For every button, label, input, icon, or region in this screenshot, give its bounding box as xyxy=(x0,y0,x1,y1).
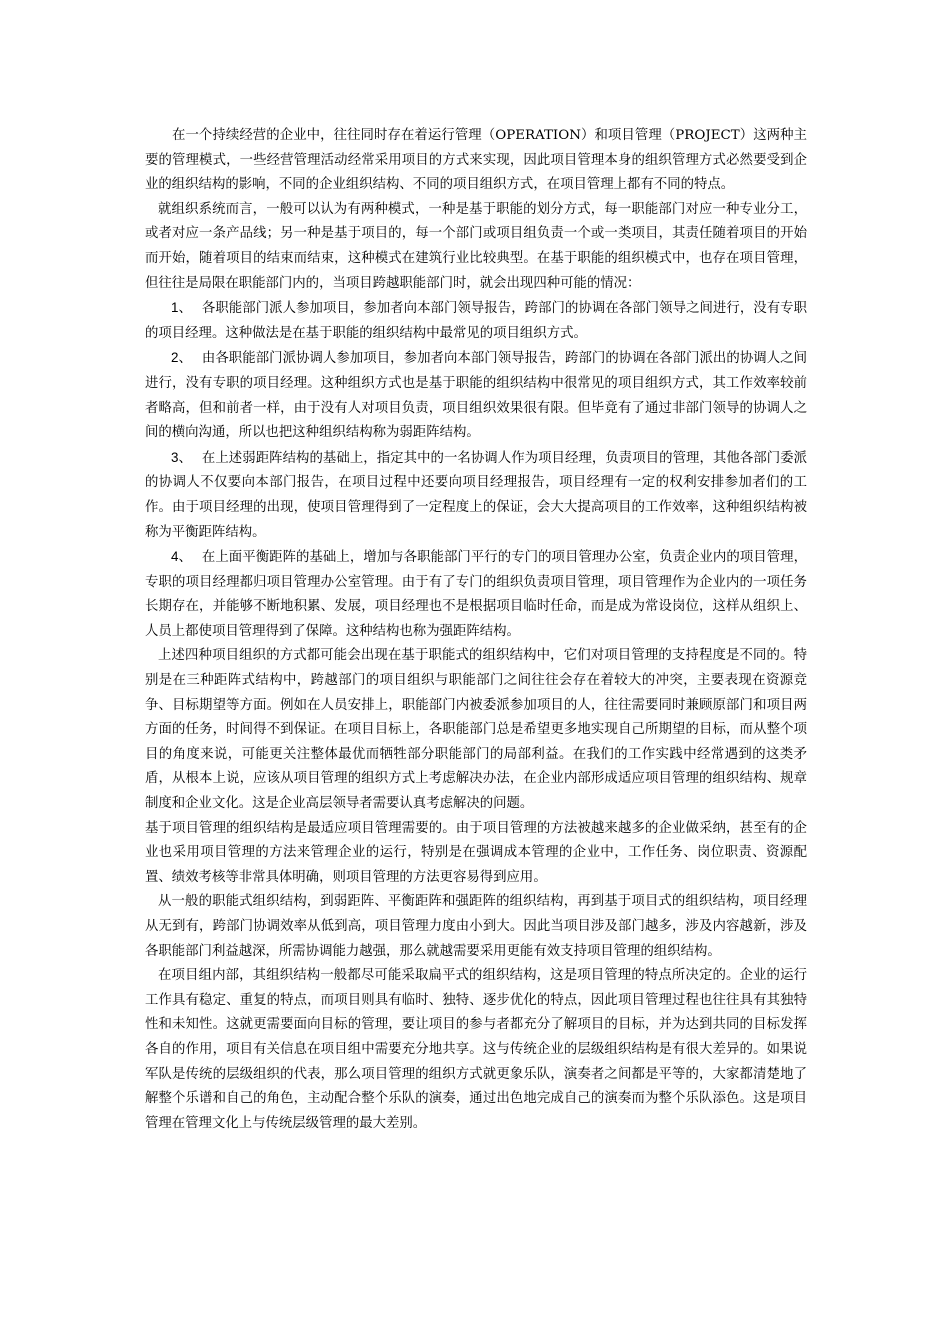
list-item-text: 各职能部门派人参加项目，参加者向本部门领导报告，跨部门的协调在各部门领导之间进行，没有专职的项目经理。这种做法是在基于职能的组织结构中最常见的项目组织方式。 xyxy=(145,301,807,341)
paragraph-conflicts: 上述四种项目组织的方式都可能会出现在基于职能式的组织结构中，它们对项目管理的支持程度是不同的。特别是在三种距阵式结构中，跨越部门的项目组织与职能部门之间往往会存在着较大的冲突，主要表现在资源竞争、目标期望等方面。例如在人员安排上，职能部门内被委派参加项目的人，往往需要同时兼顾原部门和项目两方面的任务，时间得不到保证。在项目目标上，各职能部门总是希望更多地实现自己所期望的目标，而从整个项目的角度来说，可能更关注整体最优而牺牲部分职能部门的局部利益。在我们的工作实践中经常遇到的这类矛盾，从根本上说，应该从项目管理的组织方式上考虑解决办法，在企业内部形成适应项目管理的组织结构、规章制度和企业文化。这是企业高层领导者需要认真考虑解决的问题。 xyxy=(145,648,807,812)
list-item-text: 在上述弱距阵结构的基础上，指定其中的一名协调人作为项目经理，负责项目的管理，其他各部门委派的协调人不仅要向本部门报告，在项目过程中还要向项目经理报告，项目经理有一定的权利安排参加者们的工作。由于项目经理的出现，使项目管理得到了一定程度上的保证，会大大提高项目的工作效率，这种组织结构被称为平衡距阵结构。 xyxy=(145,450,807,540)
list-item-text: 在上面平衡距阵的基础上，增加与各职能部门平行的专门的项目管理办公室，负责企业内的项目管理，专职的项目经理都归项目管理办公室管理。由于有了专门的组织负责项目管理，项目管理作为企业内的一项任务长期存在，并能够不断地积累、发展，项目经理也不是根据项目临时任命，而是成为常设岗位，这样从组织上、人员上都使项目管理得到了保障。这种结构也称为强距阵结构。 xyxy=(145,550,807,639)
list-item-3 xyxy=(145,446,807,545)
list-item-2 xyxy=(145,346,807,445)
list-item-number: 1、 xyxy=(171,300,192,316)
paragraph-organization-modes: 就组织系统而言，一般可以认为有两种模式，一种是基于职能的划分方式，每一职能部门对应一种专业分工，或者对应一条产品线；另一种是基于项目的，每一个部门或项目组负责一个或一类项目，其责任随着项目的开始而开始，随着项目的结束而结束，这种模式在建筑行业比较典型。在基于职能的组织模式中，也存在项目管理，但往往是局限在职能部门内的，当项目跨越职能部门时，就会出现四种可能的情况： xyxy=(145,201,807,291)
list-item-4 xyxy=(145,545,807,644)
paragraph-flat-structure: 在项目组内部，其组织结构一般都尽可能采取扁平式的组织结构，这是项目管理的特点所决定的。企业的运行工作具有稳定、重复的特点，而项目则具有临时、独特、逐步优化的特点，因此项目管理过程也往往具有其独特性和未知性。这就更需要面向目标的管理，要让项目的参与者都充分了解项目的目标，并为达到共同的目标发挥各自的作用，项目有关信息在项目组中需要充分地共享。这与传统企业的层级组织结构是有很大差异的。如果说军队是传统的层级组织的代表，那么项目管理的组织方式就更象乐队，演奏者之间都是平等的，大家都清楚地了解整个乐谱和自己的角色，主动配合整个乐队的演奏，通过出色地完成自己的演奏而为整个乐队添色。这是项目管理在管理文化上与传统层级管理的最大差别。 xyxy=(145,968,807,1131)
paragraph-structure-progression: 从一般的职能式组织结构，到弱距阵、平衡距阵和强距阵的组织结构，再到基于项目式的组织结构，项目经理从无到有，跨部门协调效率从低到高，项目管理力度由小到大。因此当项目涉及部门越多，涉及内容越新，涉及各职能部门利益越深，所需协调能力越强，那么就越需要采用更能有效支持项目管理的组织结构。 xyxy=(145,894,807,959)
list-item-number: 2、 xyxy=(171,350,192,366)
list-item-number: 3、 xyxy=(171,449,192,465)
paragraph-project-based-structure: 基于项目管理的组织结构是最适应项目管理需要的。由于项目管理的方法被越来越多的企业做采纳，甚至有的企业也采用项目管理的方法来管理企业的运行，特别是在强调成本管理的企业中，工作任务、岗位职责、资源配置、绩效考核等非常具体明确，则项目管理的方法更容易得到应用。 xyxy=(145,820,807,885)
list-item-text: 由各职能部门派协调人参加项目，参加者向本部门领导报告，跨部门的协调在各部门派出的协调人之间进行，没有专职的项目经理。这种组织方式也是基于职能的组织结构中很常见的项目组织方式，其工作效率较前者略高，但和前者一样，由于没有人对项目负责，项目组织效果很有限。但毕竟有了通过非部门领导的协调人之间的横向沟通，所以也把这种组织结构称为弱距阵结构。 xyxy=(145,351,807,441)
list-item-number: 4、 xyxy=(171,549,192,565)
list-item-1 xyxy=(145,296,807,346)
paragraph-intro: 在一个持续经营的企业中，往往同时存在着运行管理（OPERATION）和项目管理（PROJECT）这两种主要的管理模式，一些经营管理活动经常采用项目的方式来实现，因此项目管理本身的组织管理方式必然要受到企业的组织结构的影响，不同的企业组织结构、不同的项目组织方式，在项目管理上都有不同的特点。 xyxy=(145,128,807,193)
document-body xyxy=(145,124,807,1136)
